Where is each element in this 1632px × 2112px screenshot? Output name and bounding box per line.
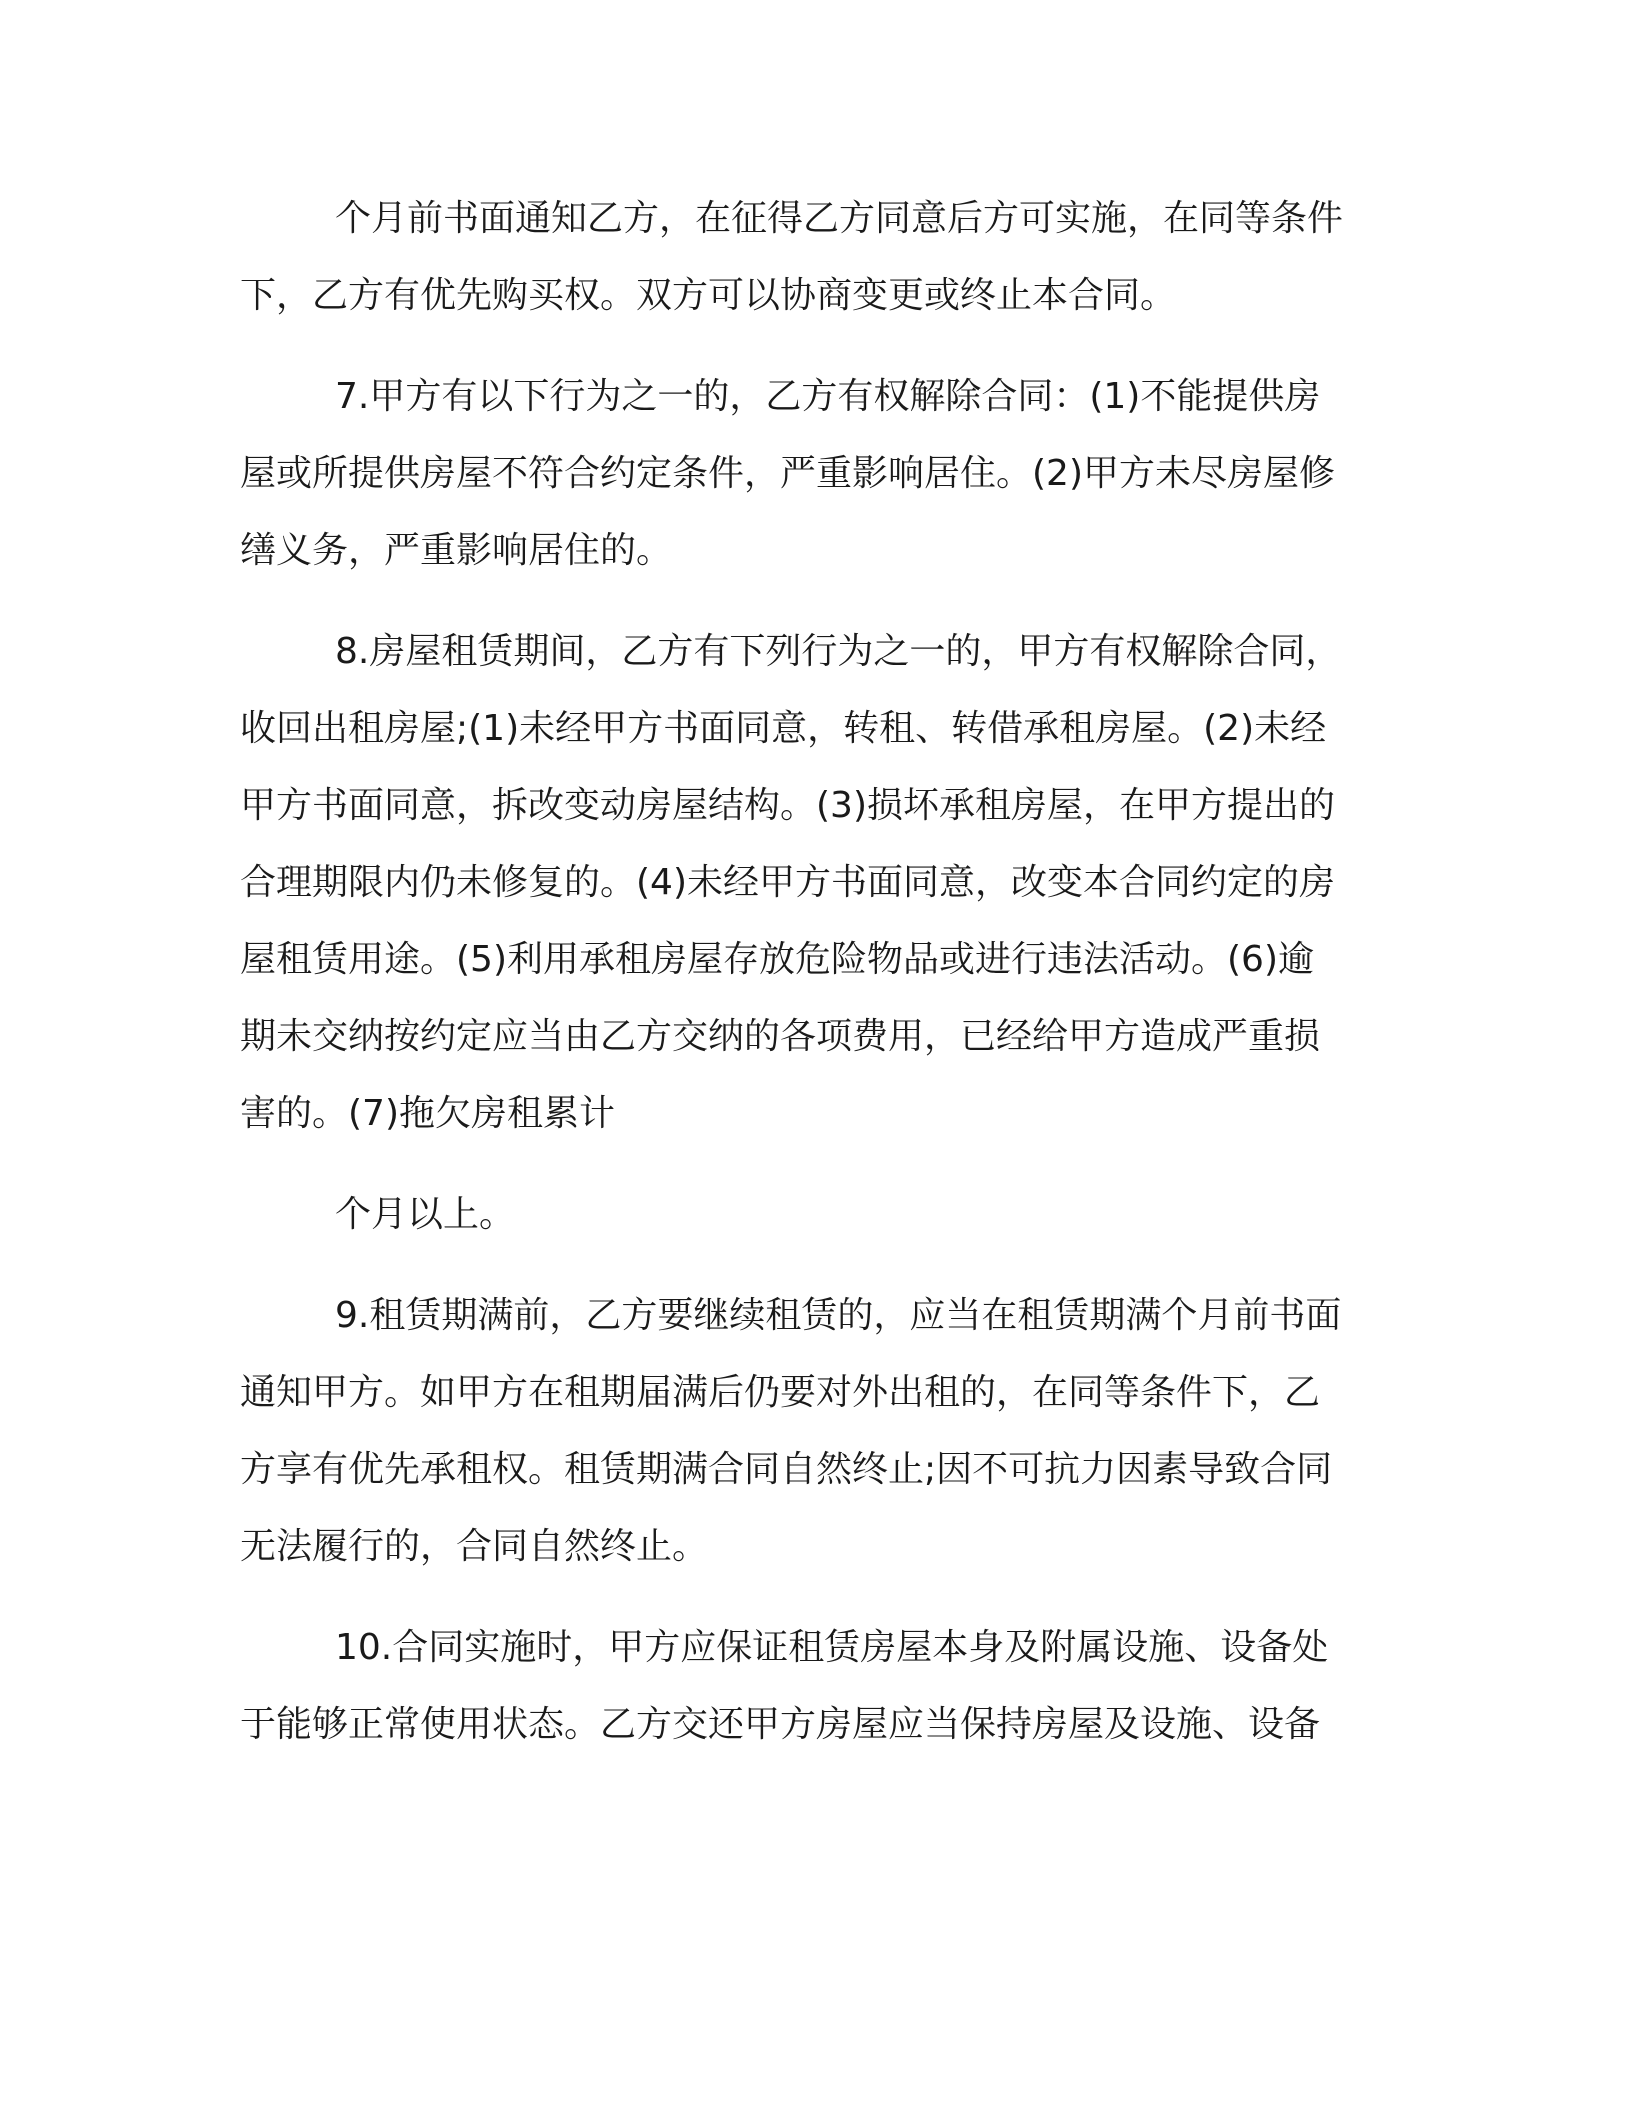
document-body	[240, 180, 1380, 1787]
text-line: 收回出租房屋;(1)未经甲方书面同意，转租、转借承租房屋。(2)未经	[240, 708, 1327, 749]
text-line: 7.甲方有以下行为之一的，乙方有权解除合同：(1)不能提供房	[335, 376, 1321, 417]
text-line: 期未交纳按约定应当由乙方交纳的各项费用，已经给甲方造成严重损	[240, 1016, 1321, 1057]
text-line: 屋或所提供房屋不符合约定条件，严重影响居住。(2)甲方未尽房屋修	[240, 453, 1335, 494]
text-line: 于能够正常使用状态。乙方交还甲方房屋应当保持房屋及设施、设备	[240, 1704, 1321, 1745]
text-line: 无法履行的，合同自然终止。	[240, 1526, 709, 1567]
text-line: 缮义务，严重影响居住的。	[240, 530, 673, 571]
text-line: 方享有优先承租权。租赁期满合同自然终止;因不可抗力因素导致合同	[240, 1449, 1333, 1490]
text-line: 个月以上。	[335, 1194, 516, 1235]
paragraph-clause-7	[240, 358, 1380, 589]
text-line: 个月前书面通知乙方，在征得乙方同意后方可实施，在同等条件	[335, 198, 1344, 239]
text-line: 甲方书面同意，拆改变动房屋结构。(3)损坏承租房屋，在甲方提出的	[240, 785, 1335, 826]
text-line: 9.租赁期满前，乙方要继续租赁的，应当在租赁期满个月前书面	[335, 1295, 1342, 1336]
paragraph-clause-6-continued	[240, 180, 1380, 334]
text-line: 下，乙方有优先购买权。双方可以协商变更或终止本合同。	[240, 275, 1177, 316]
text-line: 10.合同实施时，甲方应保证租赁房屋本身及附属设施、设备处	[335, 1627, 1329, 1668]
paragraph-clause-8-fragment	[240, 1176, 1380, 1253]
text-line: 8.房屋租赁期间，乙方有下列行为之一的，甲方有权解除合同，	[335, 631, 1342, 672]
text-line: 合理期限内仍未修复的。(4)未经甲方书面同意，改变本合同约定的房	[240, 862, 1335, 903]
paragraph-clause-9	[240, 1277, 1380, 1585]
paragraph-clause-10	[240, 1609, 1380, 1763]
paragraph-clause-8	[240, 613, 1380, 1152]
text-line: 通知甲方。如甲方在租期届满后仍要对外出租的，在同等条件下，乙	[240, 1372, 1321, 1413]
text-line: 害的。(7)拖欠房租累计	[240, 1093, 615, 1134]
text-line: 屋租赁用途。(5)利用承租房屋存放危险物品或进行违法活动。(6)逾	[240, 939, 1314, 980]
